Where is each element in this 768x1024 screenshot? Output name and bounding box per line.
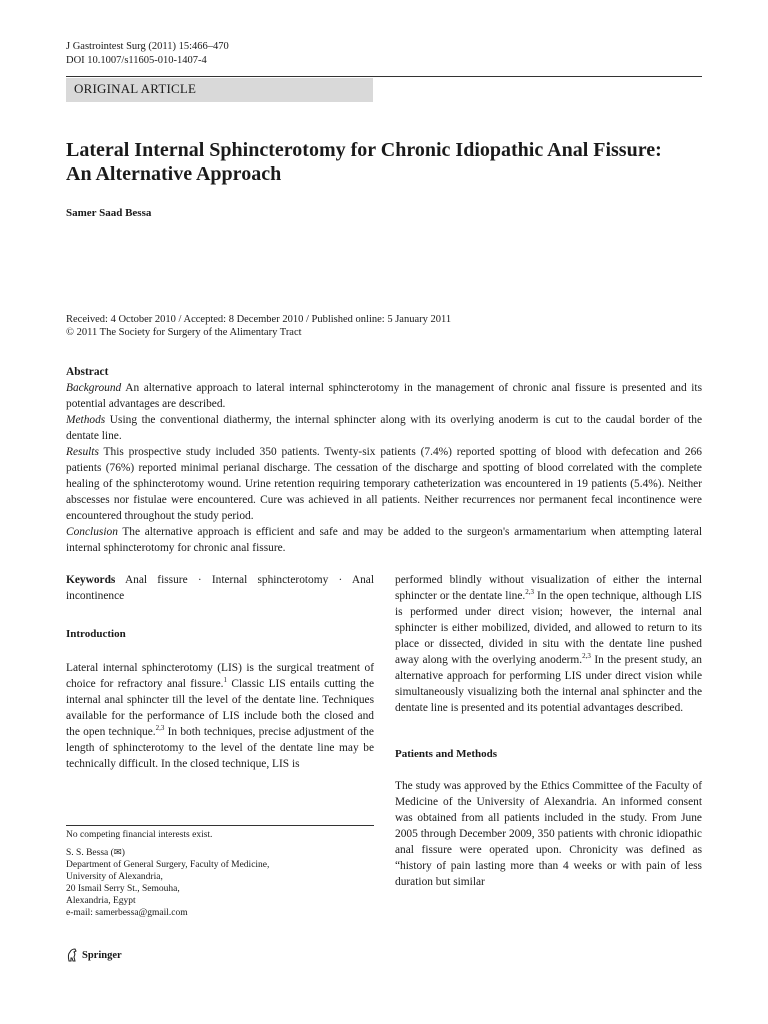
article-title: Lateral Internal Sphincterotomy for Chronic Idiopathic Anal Fissure: An Alternative Approach [66, 139, 662, 185]
keywords-label: Keywords [66, 574, 116, 586]
author-email[interactable]: e-mail: samerbessa@gmail.com [66, 908, 188, 918]
doi: DOI 10.1007/s11605-010-1407-4 [66, 55, 207, 66]
competing-interests: No competing financial interests exist. [66, 830, 213, 840]
publisher-name: Springer [82, 949, 122, 961]
abstract-background [66, 380, 702, 412]
intro-text: In both techniques, precise adjustment of the length of sphincterotomy to the level of the dentate line may be technically difficult. In the closed technique, LIS is [66, 726, 374, 770]
intro-text: Classic LIS entails cutting the internal anal sphincter till the level of the dentate line. Techniques available for the performance of LIS include both the closed and the open technique. [66, 678, 374, 738]
author-name: Samer Saad Bessa [66, 207, 152, 219]
patients-methods-paragraph: The study was approved by the Ethics Committee of the Faculty of Medicine of the University of Alexandria. An informed consent was obtained from all patients included in the study. From June 2005 through December 2009, 350 patients with chronic idiopathic anal fissure were operated upon. Chronicity was defined as “history of pain lasting more than 4 weeks or with pain of less duration but similar [395, 780, 702, 888]
intro-text: performed blindly without visualization of either the internal sphincter or the dentate line. [395, 574, 702, 602]
header-rule [66, 76, 702, 77]
introduction-heading: Introduction [66, 628, 126, 640]
reference-marker[interactable]: 2,3 [155, 724, 165, 733]
copyright-text: 2011 The Society for Surgery of the Alimentary Tract [76, 327, 302, 338]
publisher-logo [66, 948, 122, 962]
reference-marker[interactable]: 2,3 [525, 588, 534, 597]
affiliation-univ: University of Alexandria, [66, 872, 163, 882]
introduction-paragraph [66, 660, 374, 772]
footnote-rule [66, 825, 374, 826]
reference-marker[interactable]: 2,3 [582, 652, 591, 661]
abstract-label: Results [66, 446, 99, 458]
correspondence-author [66, 847, 374, 859]
mail-icon: (✉) [110, 848, 125, 858]
journal-citation: J Gastrointest Surg (2011) 15:466–470 [66, 41, 229, 52]
left-column [66, 572, 374, 772]
copyright-icon: © [66, 327, 74, 338]
patients-methods-heading: Patients and Methods [395, 748, 498, 760]
keywords-text: Anal fissure · Internal sphincterotomy · Anal incontinence [66, 574, 375, 602]
abstract-results [66, 444, 702, 524]
affiliation-dept: Department of General Surgery, Faculty of Medicine, [66, 860, 270, 870]
abstract-text: This prospective study included 350 patients. Twenty-six patients (7.4%) reported spotting of blood with defecation and 266 patients (76%) reported minimal perianal discharge. The cessation of the discharge and spotting of blood correlated with the complete healing of the sphincterotomy wound. Urine retention requiring temporary catheterization was encountered in 19 patients (5.4%). Neither abscesses nor fistulae were encountered. Cure was achieved in all patients. Neither recurrences nor permanent fecal incontinence were encountered throughout the study period. [66, 446, 702, 522]
abstract-text: An alternative approach to lateral internal sphincterotomy in the management of chronic anal fissure is presented and its potential advantages are described. [66, 382, 703, 410]
intro-text: Lateral internal sphincterotomy (LIS) is the surgical treatment of choice for refractory anal fissure. [66, 662, 374, 690]
publication-history: Received: 4 October 2010 / Accepted: 8 December 2010 / Published online: 5 January 2011 [66, 314, 452, 325]
journal-info [66, 40, 229, 68]
article-type-banner: ORIGINAL ARTICLE [66, 78, 373, 102]
right-column [395, 572, 702, 890]
article-dates [66, 313, 451, 339]
reference-marker[interactable]: 1 [223, 676, 227, 685]
abstract-label: Methods [66, 414, 106, 426]
abstract-text: Using the conventional diathermy, the internal sphincter along with its overlying anoderm is cut to the caudal border of the dentate line. [66, 414, 702, 442]
copyright-line [66, 326, 451, 339]
affiliation-street: 20 Ismail Serry St., Semouha, [66, 884, 180, 894]
abstract-conclusion [66, 524, 702, 556]
abstract-label: Background [66, 382, 122, 394]
introduction-continued [395, 572, 702, 716]
abstract-label: Conclusion [66, 526, 118, 538]
abstract-heading: Abstract [66, 366, 109, 378]
correspondence-name: S. S. Bessa [66, 848, 109, 858]
abstract-text: The alternative approach is efficient and safe and may be added to the surgeon's armamentarium when attempting lateral internal sphincterotomy for chronic anal fissure. [66, 526, 702, 554]
abstract [66, 364, 702, 556]
footnote [66, 829, 374, 919]
springer-horse-icon [66, 948, 78, 962]
intro-text: In the present study, an alternative approach for performing LIS under direct vision while simultaneously visualizing both the internal anal sphincter and the dentate line is presented and its potential advantages described. [395, 654, 702, 714]
abstract-methods [66, 412, 702, 444]
affiliation-city: Alexandria, Egypt [66, 896, 136, 906]
keywords [66, 572, 374, 604]
intro-text: In the open technique, although LIS is performed under direct vision; however, the internal anal sphincter is either mobilized, divided, and allowed to return to its place or dissected, divided in situ with the dentate line pushed away along with the overlying anoderm. [395, 590, 702, 666]
